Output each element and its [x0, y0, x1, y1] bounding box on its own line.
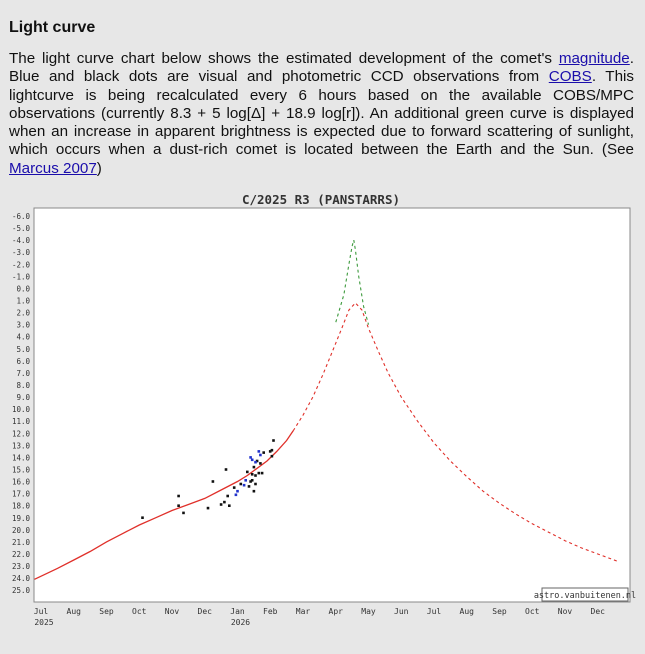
observation-point-black — [207, 507, 210, 510]
x-tick-label: Nov — [164, 607, 180, 616]
observation-point-black — [259, 462, 262, 465]
y-tick-label: -3.0 — [11, 248, 30, 258]
x-tick-year: 2026 — [230, 618, 251, 627]
observation-point-black — [272, 439, 275, 442]
y-tick-label: -4.0 — [11, 236, 30, 246]
x-tick-label: Jun — [394, 607, 409, 616]
y-tick-label: -6.0 — [11, 212, 30, 221]
observation-point-black — [228, 504, 231, 507]
y-tick-label: 20.0 — [11, 525, 30, 535]
light-curve-svg — [0, 188, 645, 649]
x-tick-label: Jul — [33, 607, 49, 616]
marcus-2007-link[interactable]: Marcus 2007 — [9, 159, 97, 177]
x-tick-label: Feb — [263, 607, 278, 616]
observation-point-black — [253, 490, 256, 493]
description-part-3: . This lightcurve is being recalculated every 6 hours based on the available COBS/MPC observations (currently 8.3 + 5 log[Δ] + 18.9 log[r]). An additional green curve is displayed when an increase in apparent brightness is expected due to forward scattering of sunlight, which occurs when a dust-rich comet is located between the Earth and the Sun. (See — [9, 68, 634, 159]
observation-point-black — [251, 473, 254, 476]
observation-point-blue — [249, 456, 252, 459]
observation-point-black — [141, 516, 144, 519]
observation-point-black — [223, 501, 226, 504]
observation-point-black — [182, 512, 185, 515]
y-tick-label: 16.0 — [11, 477, 30, 487]
y-tick-label: 25.0 — [11, 586, 30, 596]
y-tick-label: 23.0 — [11, 562, 30, 572]
observation-point-black — [261, 472, 264, 475]
x-tick-label: Aug — [459, 607, 474, 616]
observation-point-blue — [259, 454, 262, 457]
observation-point-black — [240, 483, 243, 486]
y-tick-label: 14.0 — [11, 453, 30, 463]
observation-point-blue — [243, 484, 246, 487]
observation-point-black — [212, 480, 215, 483]
x-tick-label: Dec — [590, 607, 605, 616]
x-tick-label: May — [361, 607, 376, 616]
y-tick-label: 15.0 — [11, 465, 30, 475]
observation-point-black — [233, 486, 236, 489]
observation-point-black — [253, 466, 256, 469]
observation-point-blue — [235, 494, 238, 497]
observation-point-black — [254, 474, 257, 477]
y-tick-label: 13.0 — [11, 441, 30, 451]
y-tick-label: -2.0 — [11, 260, 30, 270]
observation-point-black — [225, 468, 228, 471]
observation-point-blue — [236, 490, 239, 493]
y-tick-label: 1.0 — [16, 296, 30, 306]
observation-point-black — [271, 449, 274, 452]
description-part-4: ) — [96, 159, 102, 177]
x-tick-label: Nov — [557, 607, 573, 616]
x-tick-label: Sep — [99, 607, 114, 616]
y-tick-label: -5.0 — [11, 224, 30, 234]
x-tick-label: Jan — [230, 607, 245, 616]
observation-point-black — [251, 479, 254, 482]
observation-point-black — [177, 495, 180, 498]
y-tick-label: 19.0 — [11, 513, 30, 523]
y-tick-label: 3.0 — [16, 320, 30, 330]
chart-title: C/2025 R3 (PANSTARRS) — [241, 192, 401, 207]
y-tick-label: 7.0 — [16, 368, 30, 378]
watermark: astro.vanbuitenen.nl — [533, 591, 637, 601]
light-curve-chart — [0, 188, 645, 649]
x-tick-label: Mar — [295, 607, 311, 616]
observation-point-black — [246, 471, 249, 474]
y-tick-label: 10.0 — [11, 405, 30, 415]
y-tick-label: 17.0 — [11, 489, 30, 499]
y-tick-label: 22.0 — [11, 549, 30, 559]
x-tick-label: Oct — [525, 607, 540, 616]
x-tick-label: Jul — [426, 607, 442, 616]
observation-point-black — [271, 455, 274, 458]
x-tick-label: Apr — [328, 607, 343, 616]
observation-point-black — [220, 503, 223, 506]
magnitude-link[interactable]: magnitude — [558, 50, 630, 67]
observation-point-black — [262, 451, 265, 454]
y-tick-label: 6.0 — [16, 356, 30, 366]
y-tick-label: 12.0 — [11, 429, 30, 439]
watermark-box — [534, 588, 636, 601]
x-tick-label: Oct — [132, 607, 147, 616]
x-tick-year: 2025 — [34, 618, 54, 627]
observation-point-blue — [258, 450, 261, 453]
observation-point-blue — [244, 479, 247, 482]
y-tick-label: 11.0 — [11, 417, 30, 427]
observation-point-black — [254, 483, 257, 486]
cobs-link[interactable]: COBS — [548, 68, 592, 86]
observation-point-black — [226, 495, 229, 498]
y-tick-label: -1.0 — [11, 272, 30, 282]
description — [9, 50, 634, 178]
y-tick-label: 5.0 — [16, 344, 30, 354]
section-title: Light curve — [9, 19, 96, 36]
y-tick-label: 2.0 — [16, 308, 30, 318]
y-tick-label: 21.0 — [11, 537, 30, 547]
y-tick-label: 24.0 — [11, 574, 30, 584]
y-tick-label: 18.0 — [11, 501, 30, 511]
observation-point-blue — [251, 459, 254, 462]
y-tick-label: 0.0 — [16, 284, 30, 294]
y-tick-label: 9.0 — [16, 393, 30, 403]
x-tick-label: Sep — [492, 607, 507, 616]
observation-point-blue — [254, 461, 257, 464]
x-tick-label: Dec — [197, 607, 212, 616]
observation-point-black — [177, 504, 180, 507]
x-tick-label: Aug — [66, 607, 81, 616]
plot-area — [34, 208, 630, 602]
observation-point-black — [248, 485, 251, 488]
description-part-1: The light curve chart below shows the estimated development of the comet's — [9, 50, 559, 67]
y-tick-label: 4.0 — [16, 332, 30, 342]
y-tick-label: 8.0 — [16, 380, 30, 390]
description-part-2: . Blue and black dots are visual and photometric CCD observations from — [9, 50, 634, 86]
observation-point-black — [258, 472, 261, 475]
